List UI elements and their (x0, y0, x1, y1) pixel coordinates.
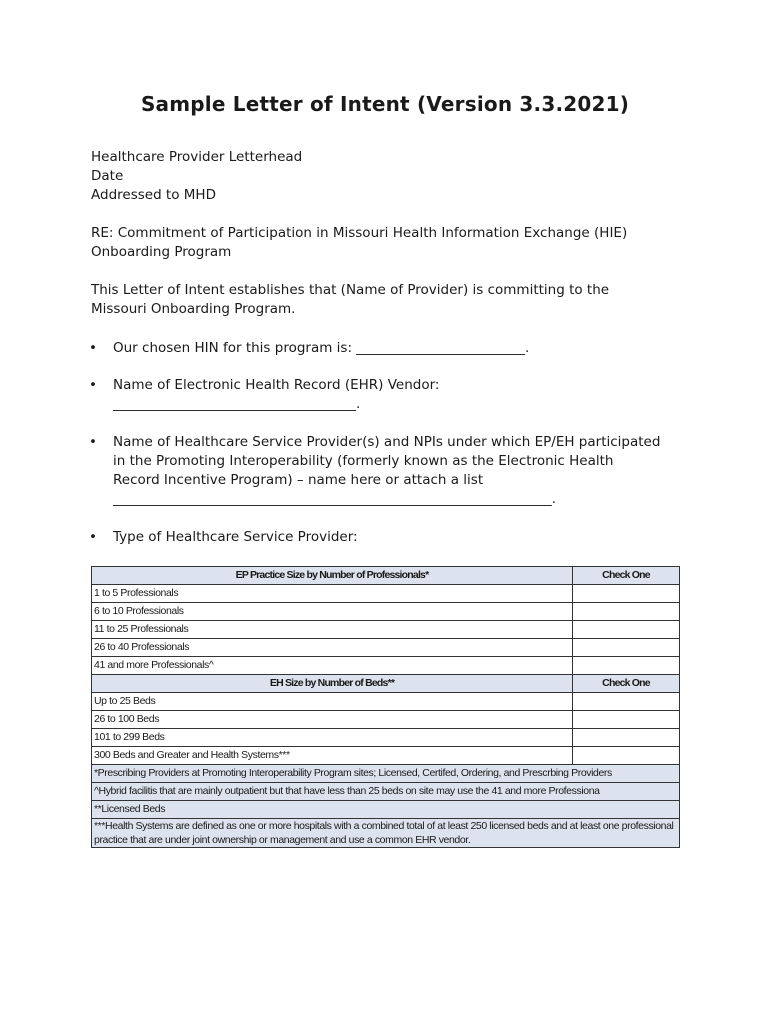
eh-header: EH Size by Number of Beds** (92, 675, 573, 693)
table-row: 11 to 25 Professionals (92, 621, 680, 639)
table-row: 6 to 10 Professionals (92, 603, 680, 621)
table-row: Up to 25 Beds (92, 693, 680, 711)
table-row: 26 to 40 Professionals (92, 639, 680, 657)
check-one-header: Check One (573, 675, 680, 693)
check-one-header: Check One (573, 567, 680, 585)
footnote-row: ***Health Systems are defined as one or more hospitals with a combined total of at least 250 licensed beds and at least one professional practice that are under joint ownership or management and use a common EHR vendor. (92, 819, 680, 848)
letterhead-line: Healthcare Provider Letterhead (91, 149, 303, 165)
table-row: 1 to 5 Professionals (92, 585, 680, 603)
check-cell[interactable] (573, 603, 680, 621)
bullet-dot: • (89, 529, 97, 545)
hin-item: Our chosen HIN for this program is: _________________________. (113, 340, 530, 356)
check-cell[interactable] (573, 657, 680, 675)
table-row: 101 to 299 Beds (92, 729, 680, 747)
check-cell[interactable] (573, 585, 680, 603)
table-row: 41 and more Professionals^ (92, 657, 680, 675)
provider-size-table (91, 566, 680, 848)
page-title: Sample Letter of Intent (Version 3.3.2021) (140, 92, 630, 116)
check-cell[interactable] (573, 729, 680, 747)
footnote-row: *Prescribing Providers at Promoting Interoperability Program sites; Licensed, Certifed, Ordering, and Prescrbing Providers (92, 765, 680, 783)
ep-header: EP Practice Size by Number of Professionals* (92, 567, 573, 585)
eh-header-row (92, 675, 680, 693)
bullet-dot: • (89, 377, 97, 393)
provider-type-item: Type of Healthcare Service Provider: (113, 529, 358, 545)
addressee-line: Addressed to MHD (91, 187, 216, 203)
table-row: 300 Beds and Greater and Health Systems*** (92, 747, 680, 765)
provider-npi-item: Name of Healthcare Service Provider(s) and NPIs under which EP/EH participated in the Promoting Interoperability (formerly known as the Electronic Health Record Incentive Program) – name here or attach a list _________________________________________________________________. (113, 434, 661, 507)
footnote-row: ^Hybrid facilitis that are mainly outpatient but that have less than 25 beds on site may use the 41 and more Professiona (92, 783, 680, 801)
re-line: RE: Commitment of Participation in Missouri Health Information Exchange (HIE) Onboarding Program (91, 225, 628, 260)
check-cell[interactable] (573, 621, 680, 639)
check-cell[interactable] (573, 693, 680, 711)
letterhead-block (91, 148, 691, 205)
check-cell[interactable] (573, 747, 680, 765)
ehr-vendor-item: Name of Electronic Health Record (EHR) Vendor: ____________________________________. (113, 377, 440, 412)
table-row: 26 to 100 Beds (92, 711, 680, 729)
bullet-dot: • (89, 434, 97, 450)
ep-header-row (92, 567, 680, 585)
date-line: Date (91, 168, 124, 184)
intro-paragraph: This Letter of Intent establishes that (Name of Provider) is committing to the Missouri Onboarding Program. (91, 282, 610, 317)
check-cell[interactable] (573, 711, 680, 729)
footnote-row: **Licensed Beds (92, 801, 680, 819)
bullet-dot: • (89, 340, 97, 356)
check-cell[interactable] (573, 639, 680, 657)
